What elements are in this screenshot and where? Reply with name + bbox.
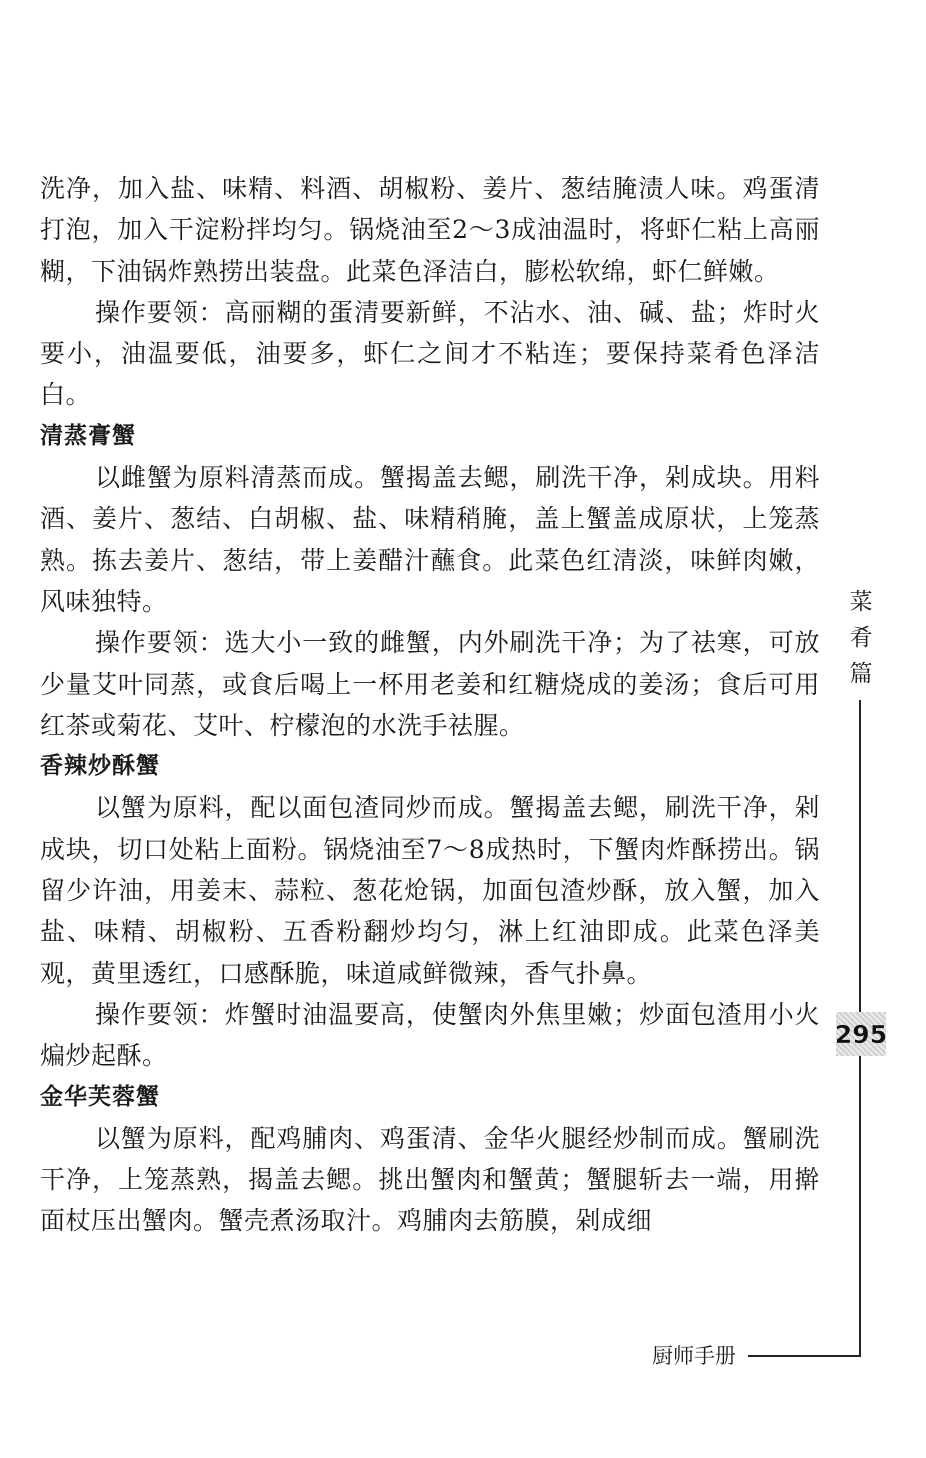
body-paragraph: 操作要领：炸蟹时油温要高，使蟹肉外焦里嫩；炒面包渣用小火煸炒起酥。: [40, 999, 820, 1071]
recipe-heading: 清蒸膏蟹: [40, 422, 136, 449]
body-paragraph: 操作要领：选大小一致的雌蟹，内外刷洗干净；为了祛寒，可放少量艾叶同蒸，或食后喝上一杯用老姜和红糖烧成的姜汤；食后可用红茶或菊花、艾叶、柠檬泡的水洗手祛腥。: [40, 628, 820, 740]
body-paragraph: 以蟹为原料，配鸡脯肉、鸡蛋清、金华火腿经炒制而成。蟹刷洗干净，上笼蒸熟，揭盖去鳃。挑出蟹肉和蟹黄；蟹腿斩去一端，用擀面杖压出蟹肉。蟹壳煮汤取汁。鸡脯肉去筋膜，剁成细: [40, 1123, 820, 1236]
body-paragraph: 洗净，加入盐、味精、料酒、胡椒粉、姜片、葱结腌渍人味。鸡蛋清打泡，加入干淀粉拌均匀。锅烧油至2～3成油温时，将虾仁粘上高丽糊，下油锅炸熟捞出装盘。此菜色泽洁白，膨松软绵，虾仁鲜嫩。: [40, 174, 820, 286]
book-title-footer: 厨师手册: [652, 1340, 740, 1370]
body-paragraph: 以蟹为原料，配以面包渣同炒而成。蟹揭盖去鳃，刷洗干净，剁成块，切口处粘上面粉。锅烧油至7～8成热时，下蟹肉炸酥捞出。锅留少许油，用姜末、蒜粒、葱花炝锅，加面包渣炒酥，放入蟹，加入盐、味精、胡椒粉、五香粉翻炒均匀，淋上红油即成。此菜色泽美观，黄里透红，口感酥脆，味道咸鲜微辣，香气扑鼻。: [40, 793, 820, 988]
recipe-heading: 香辣炒酥蟹: [40, 753, 160, 780]
recipe-heading: 金华芙蓉蟹: [40, 1083, 160, 1110]
page-body: [40, 168, 820, 1242]
page-number-badge: [836, 1012, 886, 1056]
section-label: 菜 肴 篇: [849, 589, 873, 687]
body-paragraph: 以雌蟹为原料清蒸而成。蟹揭盖去鳃，刷洗干净，剁成块。用料酒、姜片、葱结、白胡椒、盐、味精稍腌，盖上蟹盖成原状，上笼蒸熟。拣去姜片、葱结，带上姜醋汁蘸食。此菜色红清淡，味鲜肉嫩，风味独特。: [40, 463, 820, 616]
footer-rule: [748, 1355, 861, 1357]
body-paragraph: 操作要领：高丽糊的蛋清要新鲜，不沾水、油、碱、盐；炸时火要小，油温要低，油要多，虾仁之间才不粘连；要保持菜肴色泽洁白。: [40, 297, 820, 410]
page-number: 295: [834, 1019, 888, 1049]
